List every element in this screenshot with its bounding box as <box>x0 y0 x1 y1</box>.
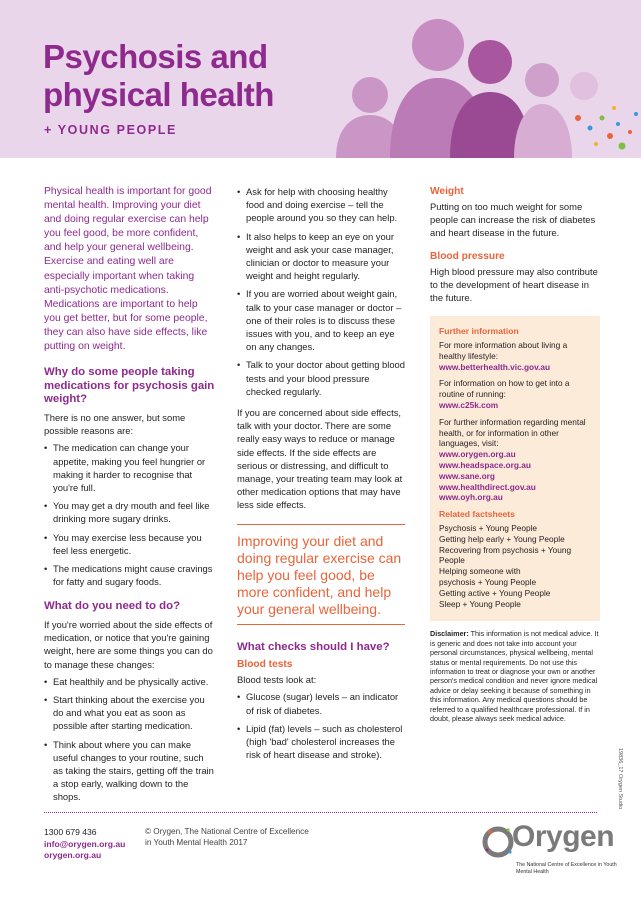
orygen-logo-tagline: The National Centre of Excellence in Youth Mental Health <box>516 862 617 875</box>
column-middle <box>237 185 405 769</box>
heading-why-weight-gain: Why do some people taking medications for psychosis gain weight? <box>44 366 215 406</box>
confetti-dot <box>575 115 581 121</box>
list-item: • Eat healthily and be physically active. <box>44 675 216 688</box>
list-item: • Lipid (fat) levels – such as cholesterol (high 'bad' cholesterol increases the risk of heart disease and stroke). <box>237 722 405 762</box>
actions-list <box>44 675 216 804</box>
blood-pressure-text: High blood pressure may also contribute to the development of heart disease in the future. <box>430 265 598 304</box>
heading-blood-tests: Blood tests <box>237 659 293 671</box>
actions-intro: If you're worried about the side effects of medication, or notice that you're gaining weight, here are some things you can do to manage these changes: <box>44 618 213 670</box>
heading-what-to-do: What do you need to do? <box>44 600 181 613</box>
footer-phone: 1300 679 436 <box>44 827 97 837</box>
list-item: Psychosis + Young People <box>439 522 538 533</box>
link-healthdirect[interactable]: www.healthdirect.gov.au <box>439 481 536 492</box>
title-line-1: Psychosis and <box>43 38 268 75</box>
reasons-intro: There is no one answer, but some possible reasons are: <box>44 411 186 437</box>
list-item: • Ask for help with choosing healthy food and doing exercise – tell the people around you so they can help. <box>237 185 405 225</box>
intro-paragraph: Physical health is important for good mental health. Improving your diet and doing regular exercise can help you feel good, be more confident, and help your general wellbeing. Exercise and eating well are especially important when taking anti-psychotic medications. Medications are important to help you get better, but for some people, they can also have side effects, like putting on weight. <box>44 186 212 353</box>
print-code: 19836_17 Orygen Studio <box>617 748 623 810</box>
link-sane[interactable]: www.sane.org <box>439 470 495 481</box>
column-right <box>430 185 600 723</box>
list-item: • It also helps to keep an eye on your weight and ask your case manager, clinician or doctor to measure your weight and height regularly. <box>237 230 405 283</box>
heading-weight: Weight <box>430 186 464 197</box>
orygen-logo-mark <box>482 824 514 860</box>
further-info-intro: For more information about living a healthy lifestyle: <box>439 340 568 361</box>
header-banner <box>0 0 641 158</box>
footer-email[interactable]: info@orygen.org.au <box>44 838 126 849</box>
disclaimer-text: This information is not medical advice. It is generic and does not take into account your personal circumstances, physical wellbeing, mental status or mental requirements. Do not use this information to treat or diagnose your own or another person's medical condition and never ignore medical advice or delay seeking it because of something in this information. Any medical questions should be referred to a qualified healthcare professional. If in doubt, please always seek medical advice. <box>430 629 599 723</box>
young-people-illustration <box>318 0 641 158</box>
list-item: Sleep + Young People <box>439 598 521 609</box>
footer-copyright: © Orygen, The National Centre of Excellence in Youth Mental Health 2017 <box>145 827 309 847</box>
title-line-2: physical health <box>43 76 274 113</box>
link-betterhealth[interactable]: www.betterhealth.vic.gov.au <box>439 361 551 372</box>
list-item: Getting active + Young People <box>439 587 551 598</box>
list-item: psychosis + Young People <box>439 576 537 587</box>
reasons-list <box>44 441 216 588</box>
footer-website[interactable]: orygen.org.au <box>44 850 102 860</box>
page-title <box>43 38 274 114</box>
list-item: Recovering from psychosis + Young People <box>439 544 572 566</box>
related-factsheets-list <box>439 523 591 609</box>
further-information-heading: Further information <box>439 326 519 337</box>
further-information-box <box>430 316 600 621</box>
pull-quote: Improving your diet and doing regular exercise can help you feel good, be more confident, and help your general wellbeing. <box>237 524 405 625</box>
list-item: • Talk to your doctor about getting blood tests and your blood pressure checked regularly. <box>237 358 405 398</box>
further-info-intro: For information on how to get into a routine of running: <box>439 378 570 400</box>
list-item: • Start thinking about the exercise you do and what you eat as soon as possible after starting medication. <box>44 693 216 733</box>
blood-tests-intro: Blood tests look at: <box>237 674 317 686</box>
side-effects-paragraph: If you are concerned about side effects, talk with your doctor. There are some really easy ways to reduce or manage side effects. If the side effects are serious or distressing, and difficult to manage, your treating team may look at other medication options that may have less side effects. <box>237 407 403 511</box>
heading-blood-pressure: Blood pressure <box>430 250 505 262</box>
help-list <box>237 185 405 398</box>
weight-text: Putting on too much weight for some people can increase the risk of diabetes and heart disease in the future. <box>430 201 596 239</box>
related-factsheets-heading: Related factsheets <box>439 509 515 520</box>
link-orygen[interactable]: www.orygen.org.au <box>439 449 516 460</box>
disclaimer <box>430 629 600 723</box>
link-oyh[interactable]: www.oyh.org.au <box>439 492 503 503</box>
heading-checks: What checks should I have? <box>237 640 390 653</box>
further-info-intro: For further information regarding mental health, or for information in other languages, visit: <box>439 416 586 449</box>
list-item: Helping someone with <box>439 566 521 577</box>
list-item: • If you are worried about weight gain, talk to your case manager or doctor – one of their roles is to discuss these issues with you, and to keep an eye on any changes. <box>237 287 405 353</box>
list-item: • You may get a dry mouth and feel like drinking more sugary drinks. <box>44 499 216 525</box>
column-left <box>44 185 216 812</box>
orygen-logo-text: Orygen <box>512 820 615 853</box>
link-headspace[interactable]: www.headspace.org.au <box>439 459 531 470</box>
list-item: • Think about where you can make useful changes to your routine, such as taking the stairs, getting off the train a stop early, walking down to the shops. <box>44 738 216 804</box>
list-item: • The medications might cause cravings for fatty and sugary foods. <box>44 562 216 588</box>
footer-contact <box>44 827 125 862</box>
link-c25k[interactable]: www.c25k.com <box>439 400 499 410</box>
disclaimer-label: Disclaimer: <box>430 629 469 639</box>
footer-divider <box>44 812 597 813</box>
list-item: Getting help early + Young People <box>439 533 565 544</box>
list-item: • You may exercise less because you feel less energetic. <box>44 531 216 557</box>
list-item: • Glucose (sugar) levels – an indicator of risk of diabetes. <box>237 690 405 716</box>
blood-tests-list <box>237 690 405 761</box>
page-subtitle: + YOUNG PEOPLE <box>44 123 177 137</box>
list-item: • The medication can change your appetite, making you feel hungrier or making it harder to recognise that you're full. <box>44 441 216 494</box>
